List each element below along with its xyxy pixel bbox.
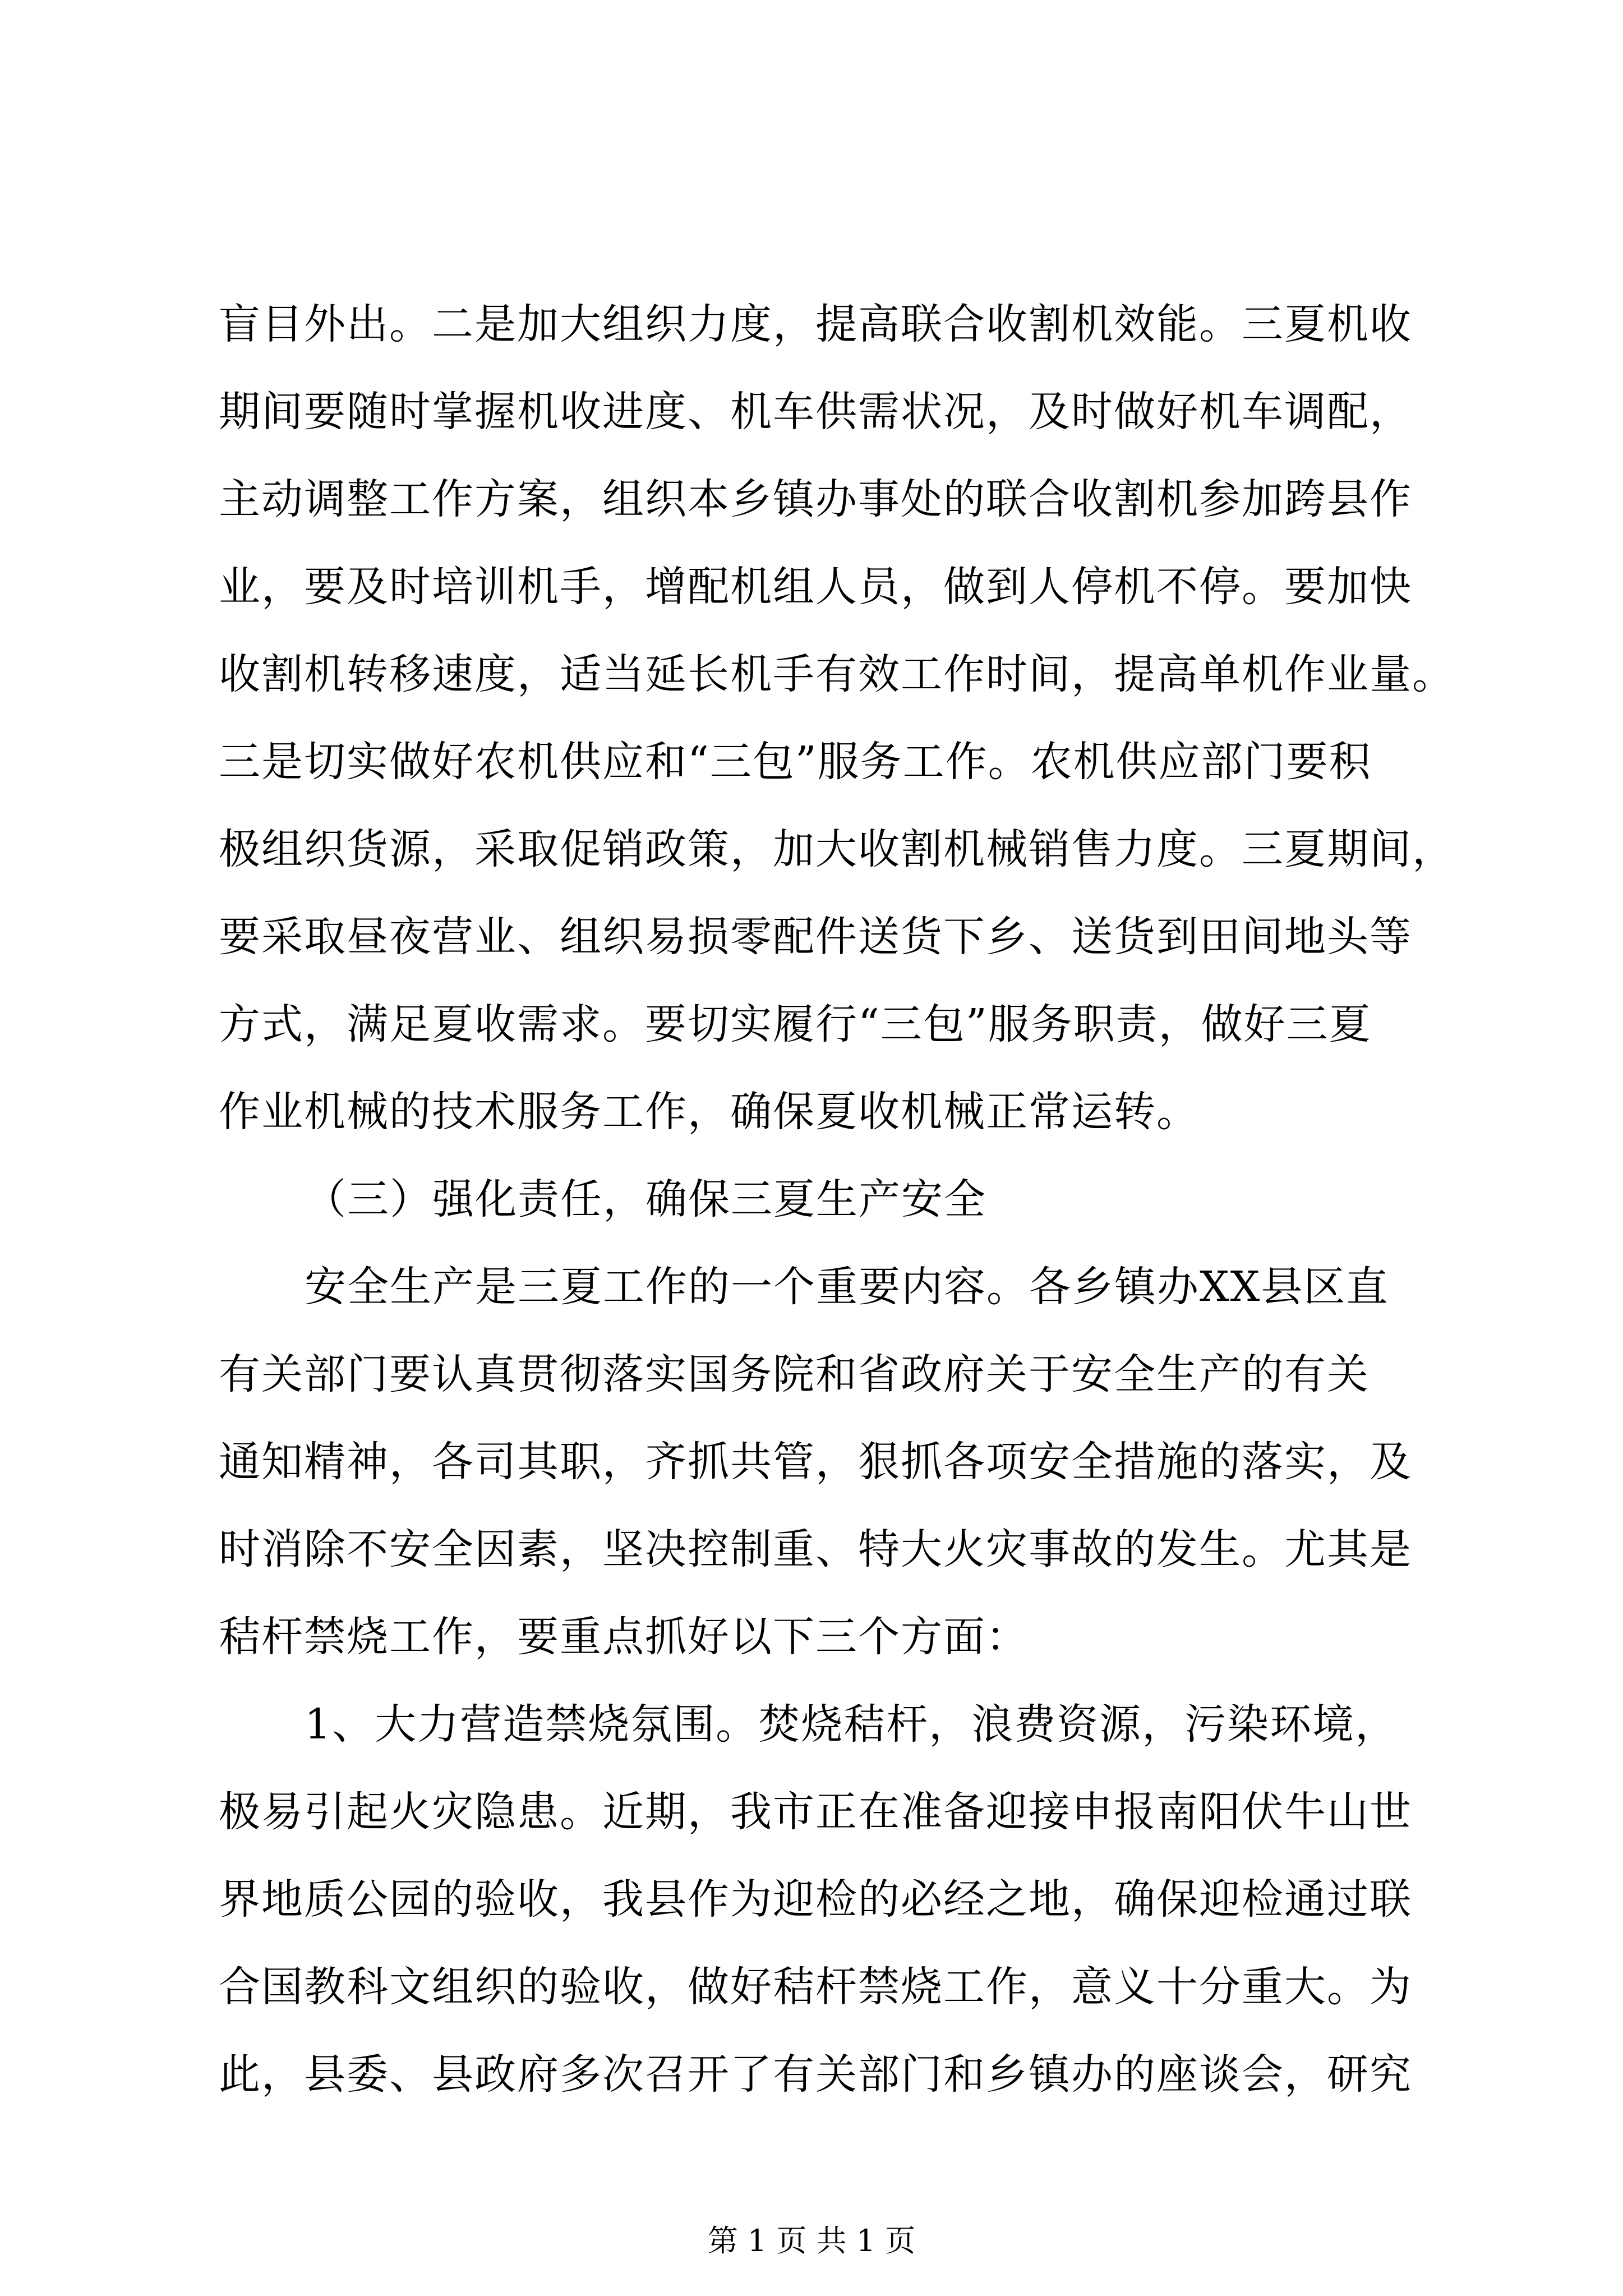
paragraph-line: 方式，满足夏收需求。要切实履行“三包”服务职责，做好三夏 xyxy=(219,1000,1372,1048)
paragraph-line: 合国教科文组织的验收，做好秸杆禁烧工作，意义十分重大。为 xyxy=(219,1963,1412,2011)
paragraph-line: 三是切实做好农机供应和“三包”服务工作。农机供应部门要积 xyxy=(219,738,1372,786)
paragraph-line: 秸杆禁烧工作，要重点抓好以下三个方面： xyxy=(219,1613,1029,1661)
paragraph-line: 盲目外出。二是加大组织力度，提高联合收割机效能。三夏机收 xyxy=(219,300,1412,348)
paragraph-line: 期间要随时掌握机收进度、机车供需状况，及时做好机车调配， xyxy=(219,388,1412,436)
paragraph-line: 通知精神，各司其职，齐抓共管，狠抓各项安全措施的落实，及 xyxy=(219,1438,1412,1486)
section-heading: （三）强化责任，确保三夏生产安全 xyxy=(305,1175,986,1223)
paragraph-line: 安全生产是三夏工作的一个重要内容。各乡镇办XX县区直 xyxy=(305,1263,1389,1311)
paragraph-line: 作业机械的技术服务工作，确保夏收机械正常运转。 xyxy=(219,1088,1199,1136)
paragraph-line: 极易引起火灾隐患。近期，我市正在准备迎接申报南阳伏牛山世 xyxy=(219,1788,1412,1836)
paragraph-line: 时消除不安全因素，坚决控制重、特大火灾事故的发生。尤其是 xyxy=(219,1525,1412,1573)
paragraph-line: 有关部门要认真贯彻落实国务院和省政府关于安全生产的有关 xyxy=(219,1350,1370,1398)
paragraph-line: 业，要及时培训机手，增配机组人员，做到人停机不停。要加快 xyxy=(219,563,1412,611)
paragraph-line: 要采取昼夜营业、组织易损零配件送货下乡、送货到田间地头等 xyxy=(219,913,1412,961)
paragraph-line: 此，县委、县政府多次召开了有关部门和乡镇办的座谈会，研究 xyxy=(219,2050,1412,2099)
paragraph-line: 1、大力营造禁烧氛围。焚烧秸杆，浪费资源，污染环境， xyxy=(305,1700,1398,1749)
paragraph-line: 极组织货源，采取促销政策，加大收割机械销售力度。三夏期间， xyxy=(219,825,1455,873)
paragraph-line: 主动调整工作方案，组织本乡镇办事处的联合收割机参加跨县作 xyxy=(219,475,1412,523)
page-footer: 第 1 页 共 1 页 xyxy=(707,2223,916,2258)
paragraph-line: 界地质公园的验收，我县作为迎检的必经之地，确保迎检通过联 xyxy=(219,1875,1412,1924)
paragraph-line: 收割机转移速度，适当延长机手有效工作时间，提高单机作业量。 xyxy=(219,650,1455,698)
